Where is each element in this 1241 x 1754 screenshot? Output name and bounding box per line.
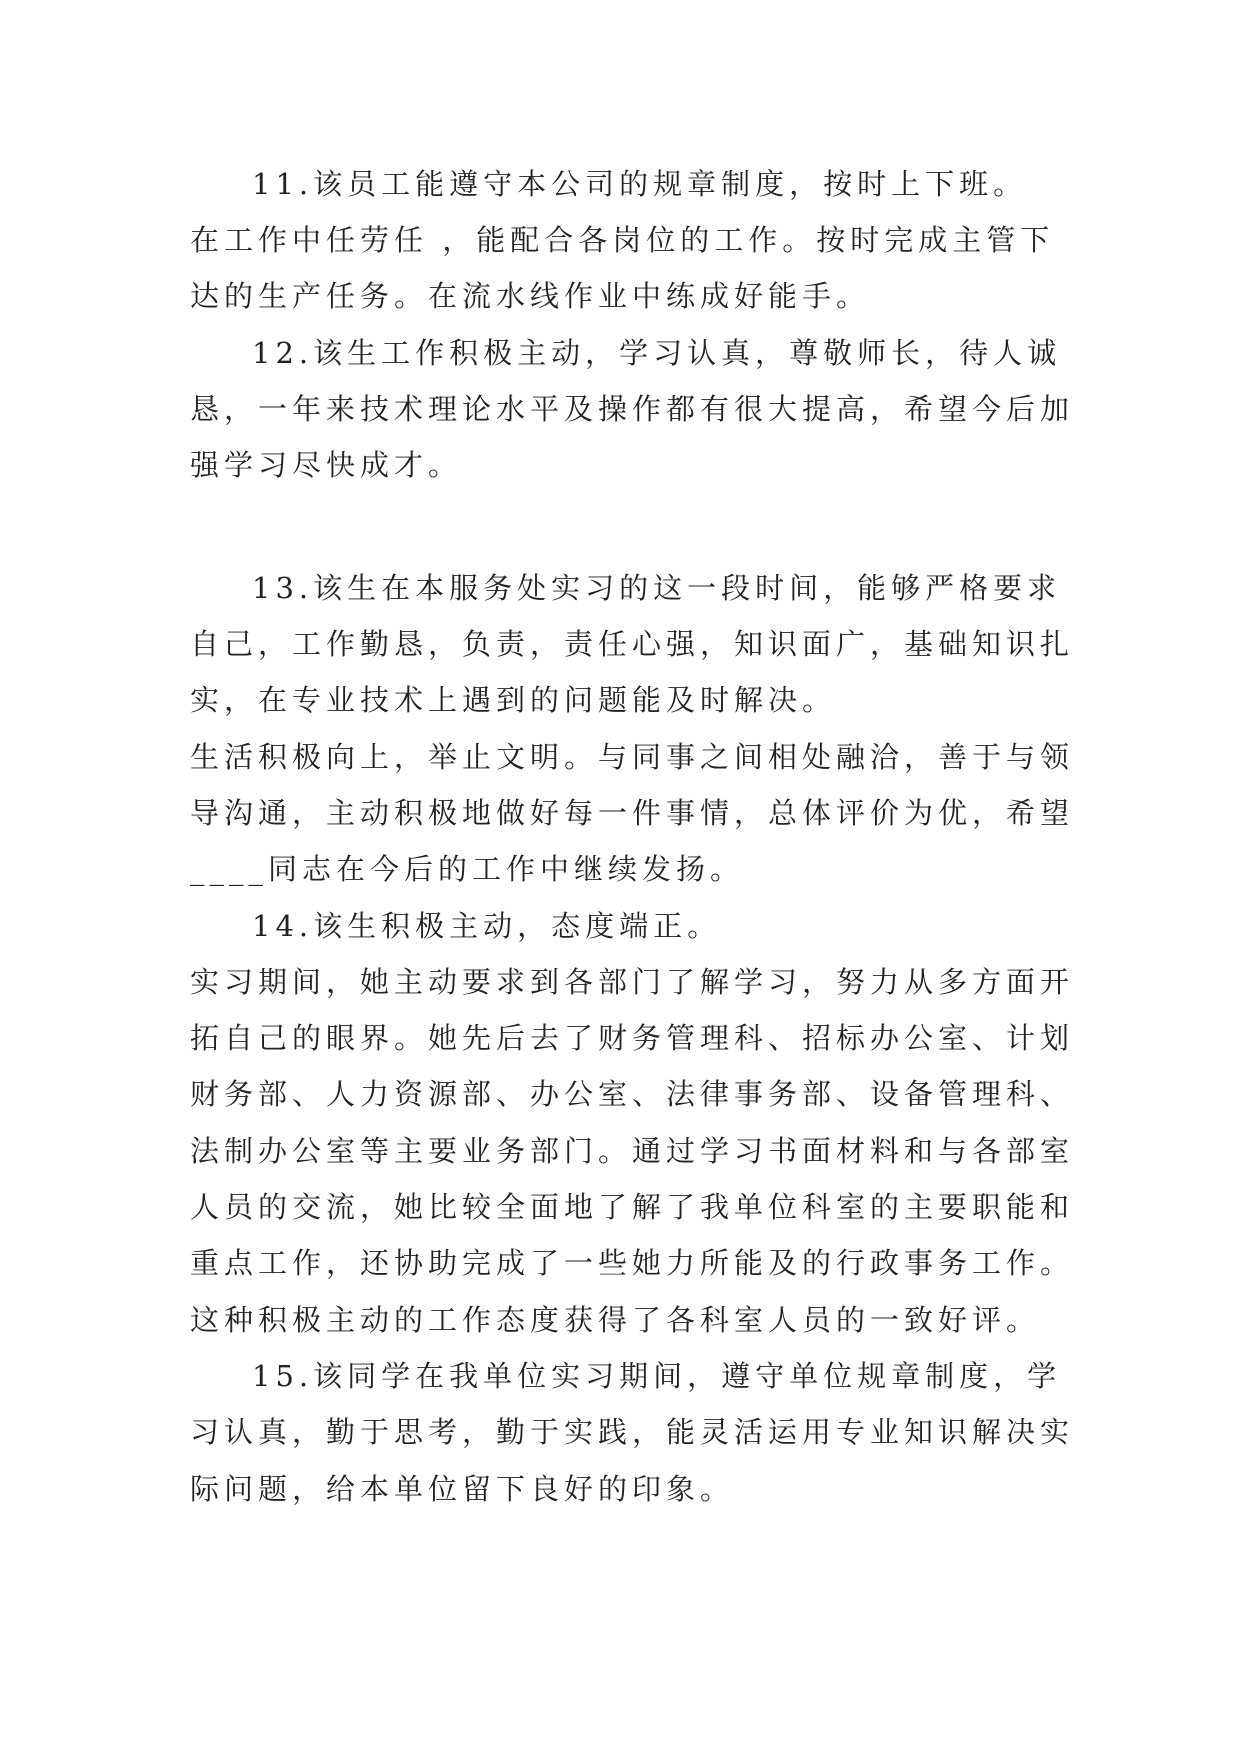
item-13-line-2: 自己，工作勤恳，负责，责任心强，知识面广，基础知识扎 — [190, 627, 1075, 661]
item-12-line-3: 强学习尽快成才。 — [190, 448, 463, 482]
item-14-line-4: 财务部、人力资源部、办公室、法律事务部、设备管理科、 — [190, 1077, 1075, 1111]
item-14-line-6: 人员的交流，她比较全面地了解了我单位科室的主要职能和 — [190, 1190, 1075, 1224]
item-14-line-3: 拓自己的眼界。她先后去了财务管理科、招标办公室、计划 — [190, 1021, 1075, 1055]
item-13-line-1: 13.该生在本服务处实习的这一段时间，能够严格要求 — [252, 571, 1062, 605]
item-14-line-8: 这种积极主动的工作态度获得了各科室人员的一致好评。 — [190, 1303, 1041, 1337]
item-13-line-6: ____同志在今后的工作中继续发扬。 — [190, 852, 745, 886]
item-11-line-2: 在工作中任劳任 ，能配合各岗位的工作。按时完成主管下 — [190, 223, 1055, 257]
item-15-line-1: 15.该同学在我单位实习期间，遵守单位规章制度，学 — [252, 1359, 1062, 1393]
item-14-line-2: 实习期间，她主动要求到各部门了解学习，努力从多方面开 — [190, 965, 1075, 999]
item-14-line-5: 法制办公室等主要业务部门。通过学习书面材料和与各部室 — [190, 1134, 1075, 1168]
item-12-line-1: 12.该生工作积极主动，学习认真，尊敬师长，待人诚 — [252, 336, 1062, 370]
item-13-line-3: 实，在专业技术上遇到的问题能及时解决。 — [190, 683, 837, 717]
item-15-line-2: 习认真，勤于思考，勤于实践，能灵活运用专业知识解决实 — [190, 1415, 1075, 1449]
item-11-line-1: 11.该员工能遵守本公司的规章制度，按时上下班。 — [252, 167, 1028, 201]
item-14-line-1: 14.该生积极主动，态度端正。 — [252, 909, 722, 943]
item-13-line-5: 导沟通，主动积极地做好每一件事情，总体评价为优，希望 — [190, 796, 1075, 830]
item-12-line-2: 恳，一年来技术理论水平及操作都有很大提高，希望今后加 — [190, 392, 1075, 426]
item-15-line-3: 际问题，给本单位留下良好的印象。 — [190, 1472, 735, 1506]
item-13-line-4: 生活积极向上，举止文明。与同事之间相处融洽，善于与领 — [190, 740, 1075, 774]
item-14-line-7: 重点工作，还协助完成了一些她力所能及的行政事务工作。 — [190, 1246, 1075, 1280]
item-11-line-3: 达的生产任务。在流水线作业中练成好能手。 — [190, 279, 871, 313]
